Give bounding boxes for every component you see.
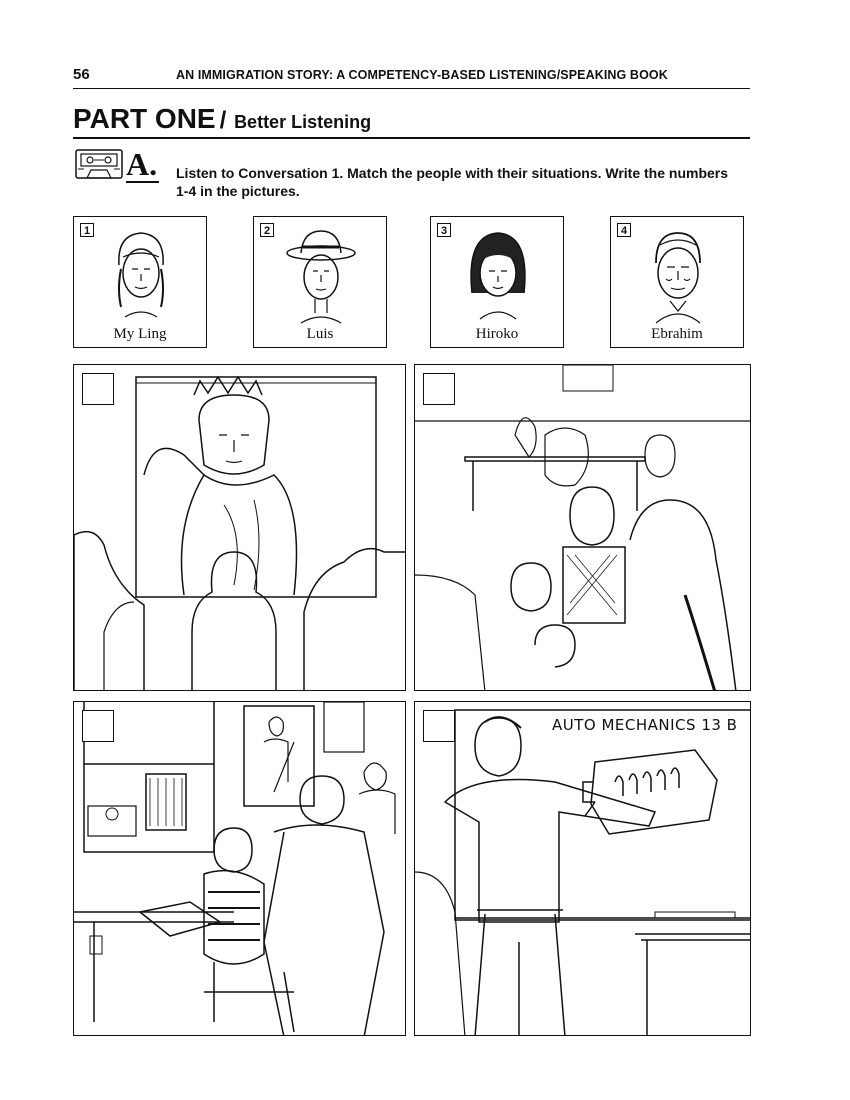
elementary-classroom-illustration	[415, 365, 751, 691]
person-number: 2	[260, 223, 274, 237]
book-title: AN IMMIGRATION STORY: A COMPETENCY-BASED LISTENING/SPEAKING BOOK	[176, 68, 668, 82]
answer-box[interactable]	[423, 373, 455, 405]
page-number: 56	[73, 66, 90, 83]
scene-statue-of-liberty-class	[73, 364, 406, 691]
person-number: 3	[437, 223, 451, 237]
person-card-2	[253, 216, 387, 348]
person-number: 4	[617, 223, 631, 237]
person-name: My Ling	[113, 326, 167, 342]
person-name: Luis	[306, 326, 334, 342]
exercise-letter-underline	[126, 181, 159, 183]
auto-mechanics-illustration	[415, 702, 751, 1036]
boy-with-hat-portrait	[281, 227, 361, 327]
person-name: Ebrahim	[651, 326, 703, 342]
scene-elementary-classroom	[414, 364, 751, 691]
scene-high-school-music-room	[73, 701, 406, 1036]
person-name: Hiroko	[475, 326, 519, 342]
person-card-1	[73, 216, 207, 348]
music-room-illustration	[74, 702, 406, 1036]
girl-braids-portrait	[101, 227, 181, 327]
woman-bangs-portrait	[458, 227, 538, 327]
older-man-portrait	[638, 227, 718, 327]
part-slash: /	[219, 107, 227, 134]
answer-box[interactable]	[82, 373, 114, 405]
part-title: PART ONE	[73, 103, 216, 134]
part-rule	[73, 137, 750, 139]
cassette-tape-icon	[75, 149, 123, 179]
answer-box[interactable]	[423, 710, 455, 742]
statue-of-liberty-illustration	[74, 365, 406, 691]
person-card-3	[430, 216, 564, 348]
person-card-4	[610, 216, 744, 348]
exercise-letter: A.	[126, 146, 158, 182]
part-heading	[73, 103, 371, 135]
scene-auto-mechanics-class	[414, 701, 751, 1036]
part-subtitle: Better Listening	[234, 112, 372, 132]
answer-box[interactable]	[82, 710, 114, 742]
person-number: 1	[80, 223, 94, 237]
header-rule	[73, 88, 750, 89]
exercise-instructions: Listen to Conversation 1. Match the people with their situations. Write the numbers 1-4 in the pictures.	[176, 165, 729, 199]
chalkboard-text: AUTO MECHANICS 13 B	[552, 716, 738, 734]
